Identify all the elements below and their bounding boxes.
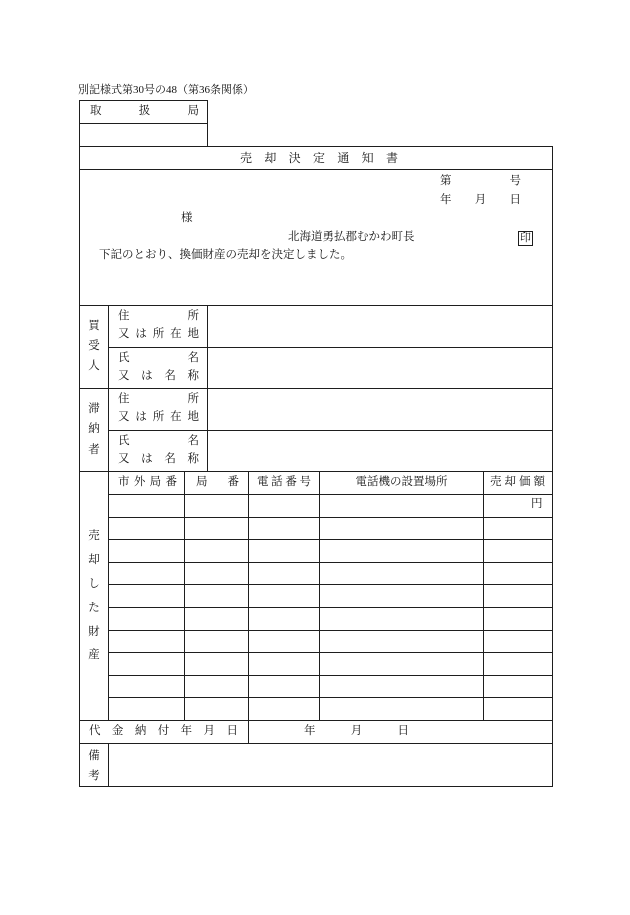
glyph: 取 (90, 105, 102, 118)
column-label-sale-price (490, 472, 545, 494)
glyph: 氏 (118, 435, 130, 448)
buyer-address-value-cell (207, 305, 553, 348)
glyph: 名 (187, 435, 199, 448)
phone-number-cell (248, 494, 320, 518)
delinquent-address-label-alt (118, 412, 199, 424)
glyph: 納 (134, 725, 147, 738)
phone-number-cell (248, 517, 320, 540)
column-label-install-location: 電話機の設置場所 (355, 476, 448, 489)
exchange-cell (184, 607, 249, 631)
notice-number-suffix: 号 (509, 174, 521, 187)
delinquent-section-label-cell (79, 388, 109, 472)
notice-date-day: 日 (509, 193, 521, 206)
sale-price-unit: 円 (531, 498, 543, 510)
remarks-value-cell (108, 743, 553, 787)
area-code-cell (108, 494, 185, 518)
glyph: 知 (361, 151, 374, 165)
payment-date-label-cell (79, 720, 249, 744)
glyph: 定 (312, 151, 325, 165)
column-header-install-location (319, 471, 484, 495)
glyph: 名 (164, 370, 176, 383)
glyph: 所 (152, 411, 165, 424)
buyer-section-label (80, 321, 108, 372)
install-location-cell (319, 539, 484, 563)
sold-property-section-label-cell (79, 471, 109, 721)
form-reference: 別記様式第30号の48（第36条関係） (78, 84, 254, 96)
title-row (79, 146, 553, 170)
glyph: 納 (88, 423, 100, 436)
delinquent-section-label (80, 404, 108, 456)
delinquent-name-label (118, 436, 199, 448)
glyph: 所 (152, 328, 165, 341)
glyph: は (135, 411, 147, 424)
exchange-cell (184, 652, 249, 676)
glyph: 産 (88, 649, 100, 662)
notice-date-year: 年 (440, 193, 452, 206)
glyph: 局 (196, 476, 208, 489)
area-code-cell (108, 697, 185, 721)
glyph: 年 (180, 725, 193, 738)
handling-office-label (90, 101, 199, 123)
area-code-cell (108, 584, 185, 608)
phone-number-cell (248, 562, 320, 585)
exchange-cell (184, 539, 249, 563)
buyer-address-label-alt (118, 329, 199, 341)
exchange-cell (184, 675, 249, 698)
glyph: 電 (257, 476, 269, 489)
handling-office-value-cell (79, 123, 208, 147)
install-location-cell (319, 584, 484, 608)
glyph: 人 (88, 359, 100, 372)
glyph: し (88, 577, 100, 590)
remarks-label-cell (79, 743, 109, 787)
delinquent-address-label-cell (108, 388, 208, 431)
glyph: 又 (118, 328, 130, 341)
phone-number-cell (248, 697, 320, 721)
glyph: 却 (264, 151, 277, 165)
column-label-phone-number (257, 472, 311, 494)
payment-date-fields (304, 721, 409, 743)
install-location-cell (319, 494, 484, 518)
sale-price-cell (483, 675, 553, 698)
sale-price-cell (483, 630, 553, 653)
payment-date-label (89, 721, 238, 743)
payment-month-label: 月 (350, 725, 363, 738)
glyph: 外 (133, 476, 146, 489)
glyph: 番 (227, 476, 239, 489)
phone-number-cell (248, 675, 320, 698)
issuer-name: 北海道勇払郡むかわ町長 (288, 231, 415, 243)
exchange-cell (184, 494, 249, 518)
glyph: 称 (187, 370, 199, 383)
payment-year-label: 年 (304, 725, 316, 738)
area-code-cell (108, 517, 185, 540)
glyph: 売 (88, 530, 100, 542)
glyph: 通 (337, 151, 350, 165)
install-location-cell (319, 517, 484, 540)
sale-price-cell (483, 539, 553, 563)
area-code-cell (108, 562, 185, 585)
phone-number-cell (248, 584, 320, 608)
exchange-cell (184, 584, 249, 608)
glyph: 売 (240, 151, 253, 165)
buyer-name-label (118, 353, 199, 365)
area-code-cell (108, 630, 185, 653)
sale-price-cell (483, 607, 553, 631)
glyph: 日 (226, 725, 238, 738)
glyph: 番 (165, 476, 177, 489)
seal-mark: 印 (520, 232, 531, 244)
area-code-cell (108, 539, 185, 563)
glyph: 却 (88, 553, 100, 566)
notice-body (79, 169, 553, 306)
install-location-cell (319, 675, 484, 698)
glyph: た (88, 601, 100, 614)
glyph: 付 (157, 725, 170, 738)
glyph: 備 (88, 750, 100, 762)
buyer-section-label-cell (79, 305, 109, 389)
glyph: 代 (89, 725, 101, 738)
glyph: 番 (285, 476, 297, 489)
glyph: 住 (118, 393, 130, 406)
delinquent-address-value-cell (207, 388, 553, 431)
glyph: 受 (88, 339, 100, 352)
glyph: 所 (187, 310, 199, 323)
glyph: 財 (88, 625, 100, 638)
glyph: 話 (271, 476, 283, 489)
delinquent-name-label-cell (108, 430, 208, 472)
notice-number-prefix: 第 (440, 174, 452, 187)
payment-date-value-cell (248, 720, 553, 744)
handling-office-label-cell (79, 100, 208, 124)
exchange-cell (184, 630, 249, 653)
phone-number-cell (248, 630, 320, 653)
glyph: 地 (187, 411, 199, 424)
glyph: 名 (187, 352, 199, 365)
document-title (240, 147, 398, 169)
delinquent-name-label-alt (118, 454, 199, 466)
remarks-label (80, 751, 108, 782)
delinquent-name-value-cell (207, 430, 553, 472)
glyph: 又 (118, 453, 130, 466)
glyph: 考 (88, 769, 100, 782)
glyph: 地 (187, 328, 199, 341)
glyph: 金 (111, 725, 124, 738)
glyph: 称 (187, 453, 199, 466)
glyph: 月 (203, 725, 216, 738)
glyph: 却 (504, 476, 516, 489)
sale-price-cell (483, 652, 553, 676)
column-label-area-code (118, 472, 177, 494)
glyph: 滞 (88, 403, 100, 415)
buyer-name-label-alt (118, 371, 199, 383)
phone-number-cell (248, 539, 320, 563)
phone-number-cell (248, 607, 320, 631)
phone-number-cell (248, 652, 320, 676)
glyph: 名 (164, 453, 176, 466)
install-location-cell (319, 607, 484, 631)
area-code-cell (108, 675, 185, 698)
glyph: 所 (187, 393, 199, 406)
glyph: 扱 (138, 105, 151, 118)
glyph: は (141, 370, 153, 383)
sold-property-section-label (80, 531, 108, 662)
sale-price-cell (483, 517, 553, 540)
notice-number-line (440, 175, 521, 188)
sale-price-cell (483, 584, 553, 608)
column-header-area-code (108, 471, 185, 495)
column-header-sale-price (483, 471, 553, 495)
buyer-address-label-cell (108, 305, 208, 348)
glyph: 在 (170, 328, 182, 341)
column-label-exchange (196, 472, 239, 494)
buyer-name-value-cell (207, 347, 553, 389)
glyph: 住 (118, 310, 130, 323)
install-location-cell (319, 630, 484, 653)
glyph: は (135, 328, 147, 341)
column-header-exchange (184, 471, 249, 495)
glyph: 売 (490, 476, 502, 489)
notice-date-month: 月 (474, 193, 487, 206)
glyph: 書 (385, 151, 398, 165)
sale-price-cell (483, 562, 553, 585)
area-code-cell (108, 607, 185, 631)
buyer-address-label (118, 311, 199, 323)
glyph: 者 (88, 443, 100, 456)
column-header-phone-number (248, 471, 320, 495)
exchange-cell (184, 517, 249, 540)
glyph: 号 (299, 476, 311, 489)
glyph: 又 (118, 370, 130, 383)
install-location-cell (319, 652, 484, 676)
glyph: 在 (170, 411, 182, 424)
sale-price-cell (483, 697, 553, 721)
exchange-cell (184, 562, 249, 585)
glyph: 価 (519, 476, 531, 489)
install-location-cell (319, 562, 484, 585)
payment-day-label: 日 (397, 725, 409, 738)
glyph: 決 (288, 151, 301, 165)
glyph: は (141, 453, 153, 466)
glyph: 局 (187, 105, 199, 118)
install-location-cell (319, 697, 484, 721)
glyph: 買 (88, 320, 100, 332)
notice-date-line (440, 194, 521, 207)
area-code-cell (108, 652, 185, 676)
recipient-honorific: 様 (181, 212, 193, 224)
glyph: 市 (118, 476, 130, 489)
glyph: 額 (533, 476, 545, 489)
notice-message: 下記のとおり、換価財産の売却を決定しました。 (99, 249, 352, 261)
delinquent-address-label (118, 394, 199, 406)
glyph: 又 (118, 411, 130, 424)
glyph: 局 (149, 476, 162, 489)
exchange-cell (184, 697, 249, 721)
glyph: 氏 (118, 352, 130, 365)
buyer-name-label-cell (108, 347, 208, 389)
